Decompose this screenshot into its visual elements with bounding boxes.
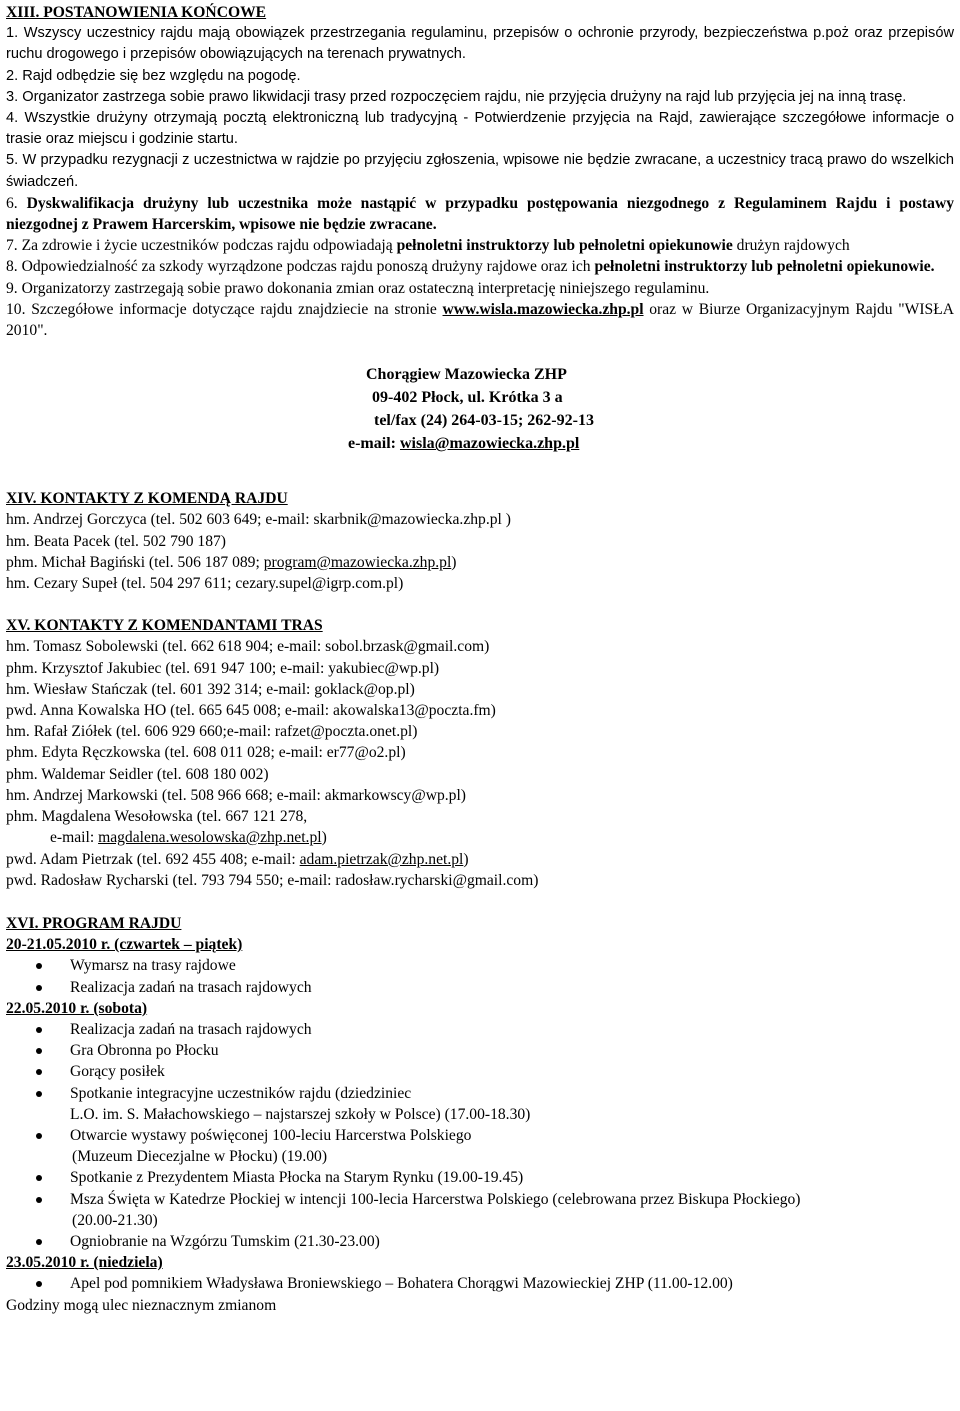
provision-4: 4. Wszystkie drużyny otrzymają pocztą elektroniczną lub tradycyjną - Potwierdzenie przyjęcia na Rajd, zawierające szczegółowe informacje o trasie oraz miejscu i godzinie startu. <box>6 110 954 148</box>
section-title-xiii: XIII. POSTANOWIENIA KOŃCOWE <box>6 4 267 21</box>
section-title-xv: XV. KONTAKTY Z KOMENDANTAMI TRAS <box>6 617 323 635</box>
provision-7: 7. Za zdrowie i życie uczestników podczas rajdu odpowiadają pełnoletni instruktorzy lub pełnoletni opiekunowie drużyn rajdowych <box>6 237 850 255</box>
contact-line: phm. Michał Bagiński (tel. 506 187 089; program@mazowiecka.zhp.pl) <box>6 553 457 571</box>
address-org: Chorągiew Mazowiecka ZHP <box>366 366 567 384</box>
bullet-icon <box>36 1239 42 1245</box>
bullet-icon <box>36 963 42 969</box>
contact-line: hm. Wiesław Stańczak (tel. 601 392 314; e-mail: goklack@op.pl) <box>6 680 415 698</box>
contact-line: e-mail: magdalena.wesolowska@zhp.net.pl) <box>50 829 327 847</box>
bullet-icon <box>36 985 42 991</box>
footer-note: Godziny mogą ulec nieznacznym zmianom <box>6 1296 277 1314</box>
bullet-icon <box>36 1197 42 1203</box>
list-item: Otwarcie wystawy poświęconej 100-leciu Harcerstwa Polskiego (Muzeum Diecezjalne w Płocku) (19.00) <box>6 1125 954 1167</box>
mw-email-link[interactable]: magdalena.wesolowska@zhp.net.pl <box>98 829 322 847</box>
ap-email-link[interactable]: adam.pietrzak@zhp.net.pl <box>299 850 464 868</box>
list-item: Realizacja zadań na trasach rajdowych <box>6 1019 954 1040</box>
address-email: e-mail: wisla@mazowiecka.zhp.pl <box>348 435 580 453</box>
provision-10: 10. Szczegółowe informacje dotyczące rajdu znajdziecie na stronie www.wisla.mazowiecka.zhp.pl oraz w Biurze Organizacyjnym Rajdu "WISŁA 2010". <box>6 300 954 340</box>
contact-line: pwd. Radosław Rycharski (tel. 793 794 550; e-mail: radosław.rycharski@gmail.com) <box>6 871 539 889</box>
address-phone: tel/fax (24) 264-03-15; 262-92-13 <box>374 412 594 430</box>
bullet-icon <box>36 1069 42 1075</box>
provision-9: 9. Organizatorzy zastrzegają sobie prawo dokonania zmian oraz ostateczną interpretację niniejszego regulaminu. <box>6 279 710 297</box>
list-item: Gorący posiłek <box>6 1061 954 1082</box>
provision-5: 5. W przypadku rezygnacji z uczestnictwa w rajdzie po przyjęciu zgłoszenia, wpisowe nie będzie zwracane, a uczestnicy tracą prawo do wszelkich świadczeń. <box>6 152 954 190</box>
provision-1: 1. Wszyscy uczestnicy rajdu mają obowiązek przestrzegania regulaminu, przepisów o ochronie przyrody, bezpieczeństwa p.poż oraz przepisów ruchu drogowego i przepisów obowiązujących na terenach prywatnych. <box>6 25 954 63</box>
list-item: Apel pod pomnikiem Władysława Broniewskiego – Bohatera Chorągwi Mazowieckiej ZHP (11.00-12.00) <box>6 1273 954 1294</box>
program-email-link[interactable]: program@mazowiecka.zhp.pl <box>263 553 452 571</box>
list-item: Spotkanie z Prezydentem Miasta Płocka na Starym Rynku (19.00-19.45) <box>6 1167 954 1188</box>
day-heading: 23.05.2010 r. (niedziela) <box>6 1254 163 1272</box>
section-title-xvi: XVI. PROGRAM RAJDU <box>6 914 182 932</box>
contact-line: hm. Cezary Supeł (tel. 504 297 611; cezary.supel@igrp.com.pl) <box>6 575 404 593</box>
contact-line: phm. Magdalena Wesołowska (tel. 667 121 278, <box>6 808 308 826</box>
bullet-icon <box>36 1175 42 1181</box>
contact-line: hm. Tomasz Sobolewski (tel. 662 618 904; e-mail: sobol.brzask@gmail.com) <box>6 638 490 656</box>
contact-line: pwd. Anna Kowalska HO (tel. 665 645 008; e-mail: akowalska13@poczta.fm) <box>6 702 496 720</box>
contact-line: pwd. Adam Pietrzak (tel. 692 455 408; e-mail: adam.pietrzak@zhp.net.pl) <box>6 850 469 868</box>
bullet-icon <box>36 1133 42 1139</box>
list-item: Wymarsz na trasy rajdowe <box>6 955 954 976</box>
bullet-icon <box>36 1091 42 1097</box>
program-list <box>6 1273 954 1294</box>
list-item: Realizacja zadań na trasach rajdowych <box>6 977 954 998</box>
address-street: 09-402 Płock, ul. Krótka 3 a <box>372 389 563 407</box>
bullet-icon <box>36 1027 42 1033</box>
contact-line: phm. Edyta Ręczkowska (tel. 608 011 028; e-mail: er77@o2.pl) <box>6 744 406 762</box>
list-item: Msza Święta w Katedrze Płockiej w intencji 100-lecia Harcerstwa Polskiego (celebrowana przez Biskupa Płockiego) (20.00-21.30) <box>6 1189 954 1231</box>
day-heading: 20-21.05.2010 r. (czwartek – piątek) <box>6 936 243 954</box>
day-heading: 22.05.2010 r. (sobota) <box>6 999 148 1017</box>
provision-2: 2. Rajd odbędzie się bez względu na pogodę. <box>6 67 301 84</box>
contact-line: phm. Waldemar Seidler (tel. 608 180 002) <box>6 765 269 783</box>
website-link[interactable]: www.wisla.mazowiecka.zhp.pl <box>442 300 644 318</box>
list-item: Spotkanie integracyjne uczestników rajdu (dziedziniec L.O. im. S. Małachowskiego – najstarszej szkoły w Polsce) (17.00-18.30) <box>6 1083 954 1125</box>
contact-line: hm. Andrzej Markowski (tel. 508 966 668; e-mail: akmarkowscy@wp.pl) <box>6 786 466 804</box>
bullet-icon <box>36 1281 42 1287</box>
list-item: Ogniobranie na Wzgórzu Tumskim (21.30-23.00) <box>6 1231 954 1252</box>
provision-6: 6. Dyskwalifikacja drużyny lub uczestnika może nastąpić w przypadku postępowania niezgodnego z Regulaminem Rajdu i postawy niezgodnej z Prawem Harcerskim, wpisowe nie będzie zwracane. <box>6 194 955 234</box>
address-block <box>6 363 954 455</box>
provision-3: 3. Organizator zastrzega sobie prawo likwidacji trasy przed rozpoczęciem rajdu, nie przyjęcia drużyny na rajd lub przyjęcia jej na inną trasę. <box>6 88 907 105</box>
provision-8: 8. Odpowiedzialność za szkody wyrządzone podczas rajdu ponoszą drużyny rajdowe oraz ich pełnoletni instruktorzy lub pełnoletni opiekunowie. <box>6 258 935 276</box>
program-list <box>6 955 954 997</box>
address-email-link[interactable]: wisla@mazowiecka.zhp.pl <box>399 435 580 453</box>
list-item: Gra Obronna po Płocku <box>6 1040 954 1061</box>
contact-line: phm. Krzysztof Jakubiec (tel. 691 947 100; e-mail: yakubiec@wp.pl) <box>6 659 440 677</box>
contact-line: hm. Rafał Ziółek (tel. 606 929 660;e-mail: rafzet@poczta.onet.pl) <box>6 723 418 741</box>
bullet-icon <box>36 1048 42 1054</box>
contact-line: hm. Beata Pacek (tel. 502 790 187) <box>6 532 226 550</box>
program-list <box>6 1019 954 1252</box>
contact-line: hm. Andrzej Gorczyca (tel. 502 603 649; e-mail: skarbnik@mazowiecka.zhp.pl ) <box>6 511 511 529</box>
section-title-xiv: XIV. KONTAKTY Z KOMENDĄ RAJDU <box>6 490 288 508</box>
